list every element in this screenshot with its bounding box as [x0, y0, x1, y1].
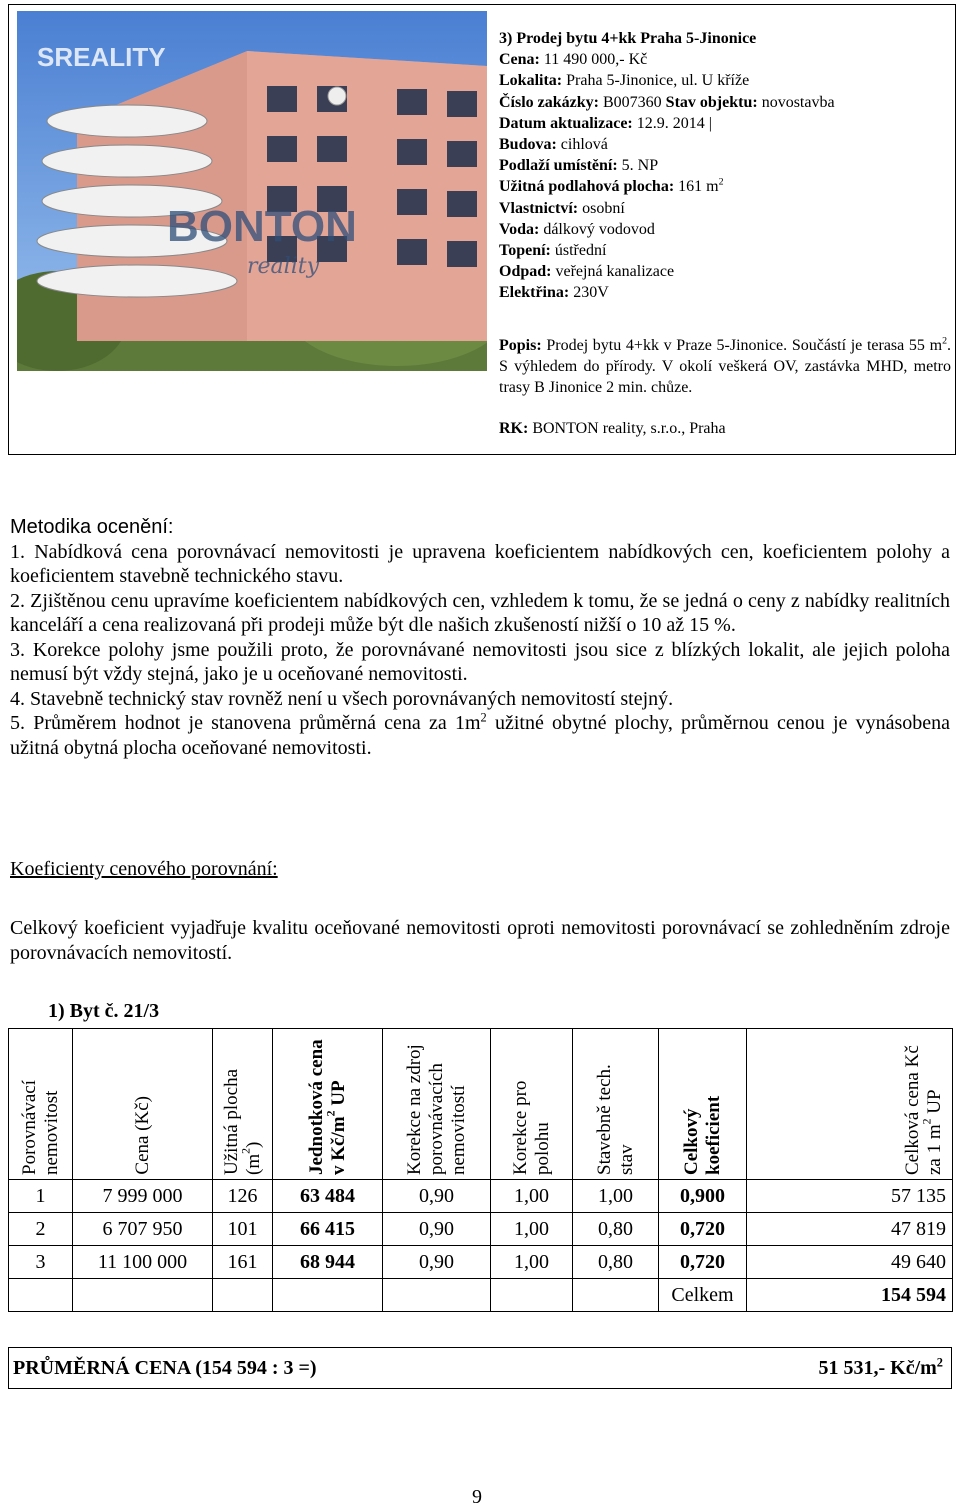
listing-title: 3) Prodej bytu 4+kk Praha 5-Jinonice — [499, 30, 757, 47]
updated-value: 12.9. 2014 — [636, 114, 705, 132]
desc-text-1: Prodej bytu 4+kk v Praze 5-Jinonice. Součástí je terasa 55 m — [546, 337, 943, 354]
average-price-label: PRŮMĚRNÁ CENA (154 594 : 3 =) — [13, 1357, 317, 1379]
average-price-box — [8, 1347, 952, 1389]
method-item-2: 2. Zjištěnou cenu upravíme koeficientem nabídkových cen, vzhledem k tomu, že se jedná o ceny z nabídky realitních kanceláří a cena realizovaná při prodeji může být dle našich zkušeností nižší o 10 až 15 %. — [10, 589, 951, 636]
ownership-label: Vlastnictví: — [499, 199, 579, 217]
bonton-watermark-sub: reality — [247, 254, 319, 279]
methodology-heading: Metodika ocenění: — [10, 516, 174, 538]
area-value: 161 m — [678, 178, 719, 196]
listing-description: Popis: Prodej bytu 4+kk v Praze 5-Jinonice. Součástí je terasa 55 $m^2$. S výhledem do přírody. V okolí veškerá OV, zastávka MHD, metro trasy B Jinonice 2 min. chůze. — [499, 335, 952, 396]
price-label: Cena: — [499, 51, 540, 69]
col-header-area: Užitná plocha $(m^2)$ — [213, 1029, 273, 1180]
method-item-3: 3. Korekce polohy jsme použili proto, že porovnávané nemovitosti jsou sice z blízkých lokalit, ale jejich poloha nemusí být vždy stejná, jako je u oceňované nemovitosti. — [10, 638, 951, 685]
methodology-section — [10, 515, 950, 760]
coefficients-heading: Koeficienty cenového porovnání: — [10, 858, 278, 880]
power-label: Elektřina: — [499, 284, 570, 302]
locality-label: Lokalita: — [499, 72, 563, 90]
updated-label: Datum aktualizace: — [499, 114, 633, 132]
power-value: 230V — [573, 284, 609, 302]
col-header-total-price: Celková cena Kč za 1 $m^2$ UP — [747, 1029, 953, 1180]
total-value: 154 594 — [747, 1279, 953, 1312]
agency-line — [499, 420, 726, 438]
order-label: Číslo zakázky: — [499, 93, 599, 111]
unit-heading: 1) Byt č. 21/3 — [48, 1000, 160, 1022]
desc-text-2: . S výhledem do přírody. V okolí veškerá OV, zastávka MHD, metro trasy B Jinonice 2 min. chůze. — [499, 337, 952, 396]
table-total-row — [9, 1279, 953, 1312]
water-label: Voda: — [499, 220, 540, 238]
floor-value: 5. NP — [621, 157, 659, 175]
heating-label: Topení: — [499, 242, 551, 260]
table-header-row — [9, 1029, 953, 1180]
listing-box — [8, 4, 956, 455]
locality-value: Praha 5-Jinonice, ul. U kříže — [566, 72, 750, 90]
comparison-table — [8, 1028, 953, 1312]
agency-value: BONTON reality, s.r.o., Praha — [532, 420, 726, 437]
method-item-1: 1. Nabídková cena porovnávací nemovitosti je upravena koeficientem nabídkových cen, koeficientem polohy a koeficientem stavebně technického stavu. — [10, 540, 951, 587]
col-header-location-correction: Korekce pro polohu — [491, 1029, 573, 1180]
col-header-source-correction: Korekce na zdroj porovnávacích nemovitostí — [383, 1029, 491, 1180]
building-value: cihlová — [560, 136, 608, 154]
area-label: Užitná podlahová plocha: — [499, 178, 675, 196]
page-number: 9 — [472, 1486, 482, 1508]
price-value: 11 490 000,- Kč — [543, 51, 648, 69]
floor-label: Podlaží umístění: — [499, 157, 618, 175]
desc-label: Popis: — [499, 337, 542, 354]
col-header-condition: Stavebně tech. stav — [573, 1029, 659, 1180]
order-value: B007360 — [603, 93, 662, 111]
col-header-unit-price: Jednotková cena v $Kč/m^2$ UP — [273, 1029, 383, 1180]
table-row: 2 6 707 950 101 66 415 0,90 1,00 0,80 0,720 47 819 — [9, 1213, 953, 1246]
bonton-watermark: BONTON — [167, 202, 357, 251]
waste-label: Odpad: — [499, 263, 552, 281]
average-price-value: 51 531,- $Kč/m^2$ — [818, 1355, 943, 1379]
method-item-4: 4. Stavebně technický stav rovněž není u všech porovnávaných nemovitostí stejný. — [10, 687, 674, 710]
building-photo — [17, 11, 487, 371]
state-value: novostavba — [761, 93, 835, 111]
heating-value: ústřední — [554, 242, 607, 260]
waste-value: veřejná kanalizace — [555, 263, 675, 281]
col-header-property: Porovnávací nemovitost — [9, 1029, 73, 1180]
col-header-price: Cena (Kč) — [73, 1029, 213, 1180]
col-header-total-coef: Celkový koeficient — [659, 1029, 747, 1180]
water-value: dálkový vodovod — [543, 220, 655, 238]
total-label: Celkem — [659, 1279, 747, 1312]
agency-label: RK: — [499, 420, 529, 437]
ownership-value: osobní — [582, 199, 625, 217]
sreality-logo: SREALITY — [37, 42, 166, 72]
coefficients-text: Celkový koeficient vyjadřuje kvalitu oceňované nemovitosti oproti nemovitosti porovnávací se zohledněním zdroje porovnávacích nemovitostí. — [10, 917, 950, 964]
state-label: Stav objektu: — [665, 93, 758, 111]
table-row: 3 11 100 000 161 68 944 0,90 1,00 0,80 0,720 49 640 — [9, 1246, 953, 1279]
table-row: 1 7 999 000 126 63 484 0,90 1,00 1,00 0,900 57 135 — [9, 1180, 953, 1213]
building-label: Budova: — [499, 136, 557, 154]
method-item-5: 5. Průměrem hodnot je stanovena průměrná cena za $1m^2$ užitné obytné plochy, průměrnou cenou je vynásobena užitná obytná plocha oceňované nemovitosti. — [10, 710, 951, 759]
listing-info: 3) Prodej bytu 4+kk Praha 5-Jinonice Cena: 11 490 000,- Kč Lokalita: Praha 5-Jinonice, ul. U kříže Číslo zakázky: B007360 Stav objektu: novostavba Datum aktualizace: 12.9. 2014 | Budova: cihlová Podlaží umístění: 5. NP Užitná podlahová plocha: 161 $m^2$ Vlastnictví: osobní Voda: dálkový vodovod Topení: ústřední Odpad: veřejná kanalizace Elektřina: 230V — [499, 30, 835, 302]
building-illustration — [17, 11, 487, 371]
